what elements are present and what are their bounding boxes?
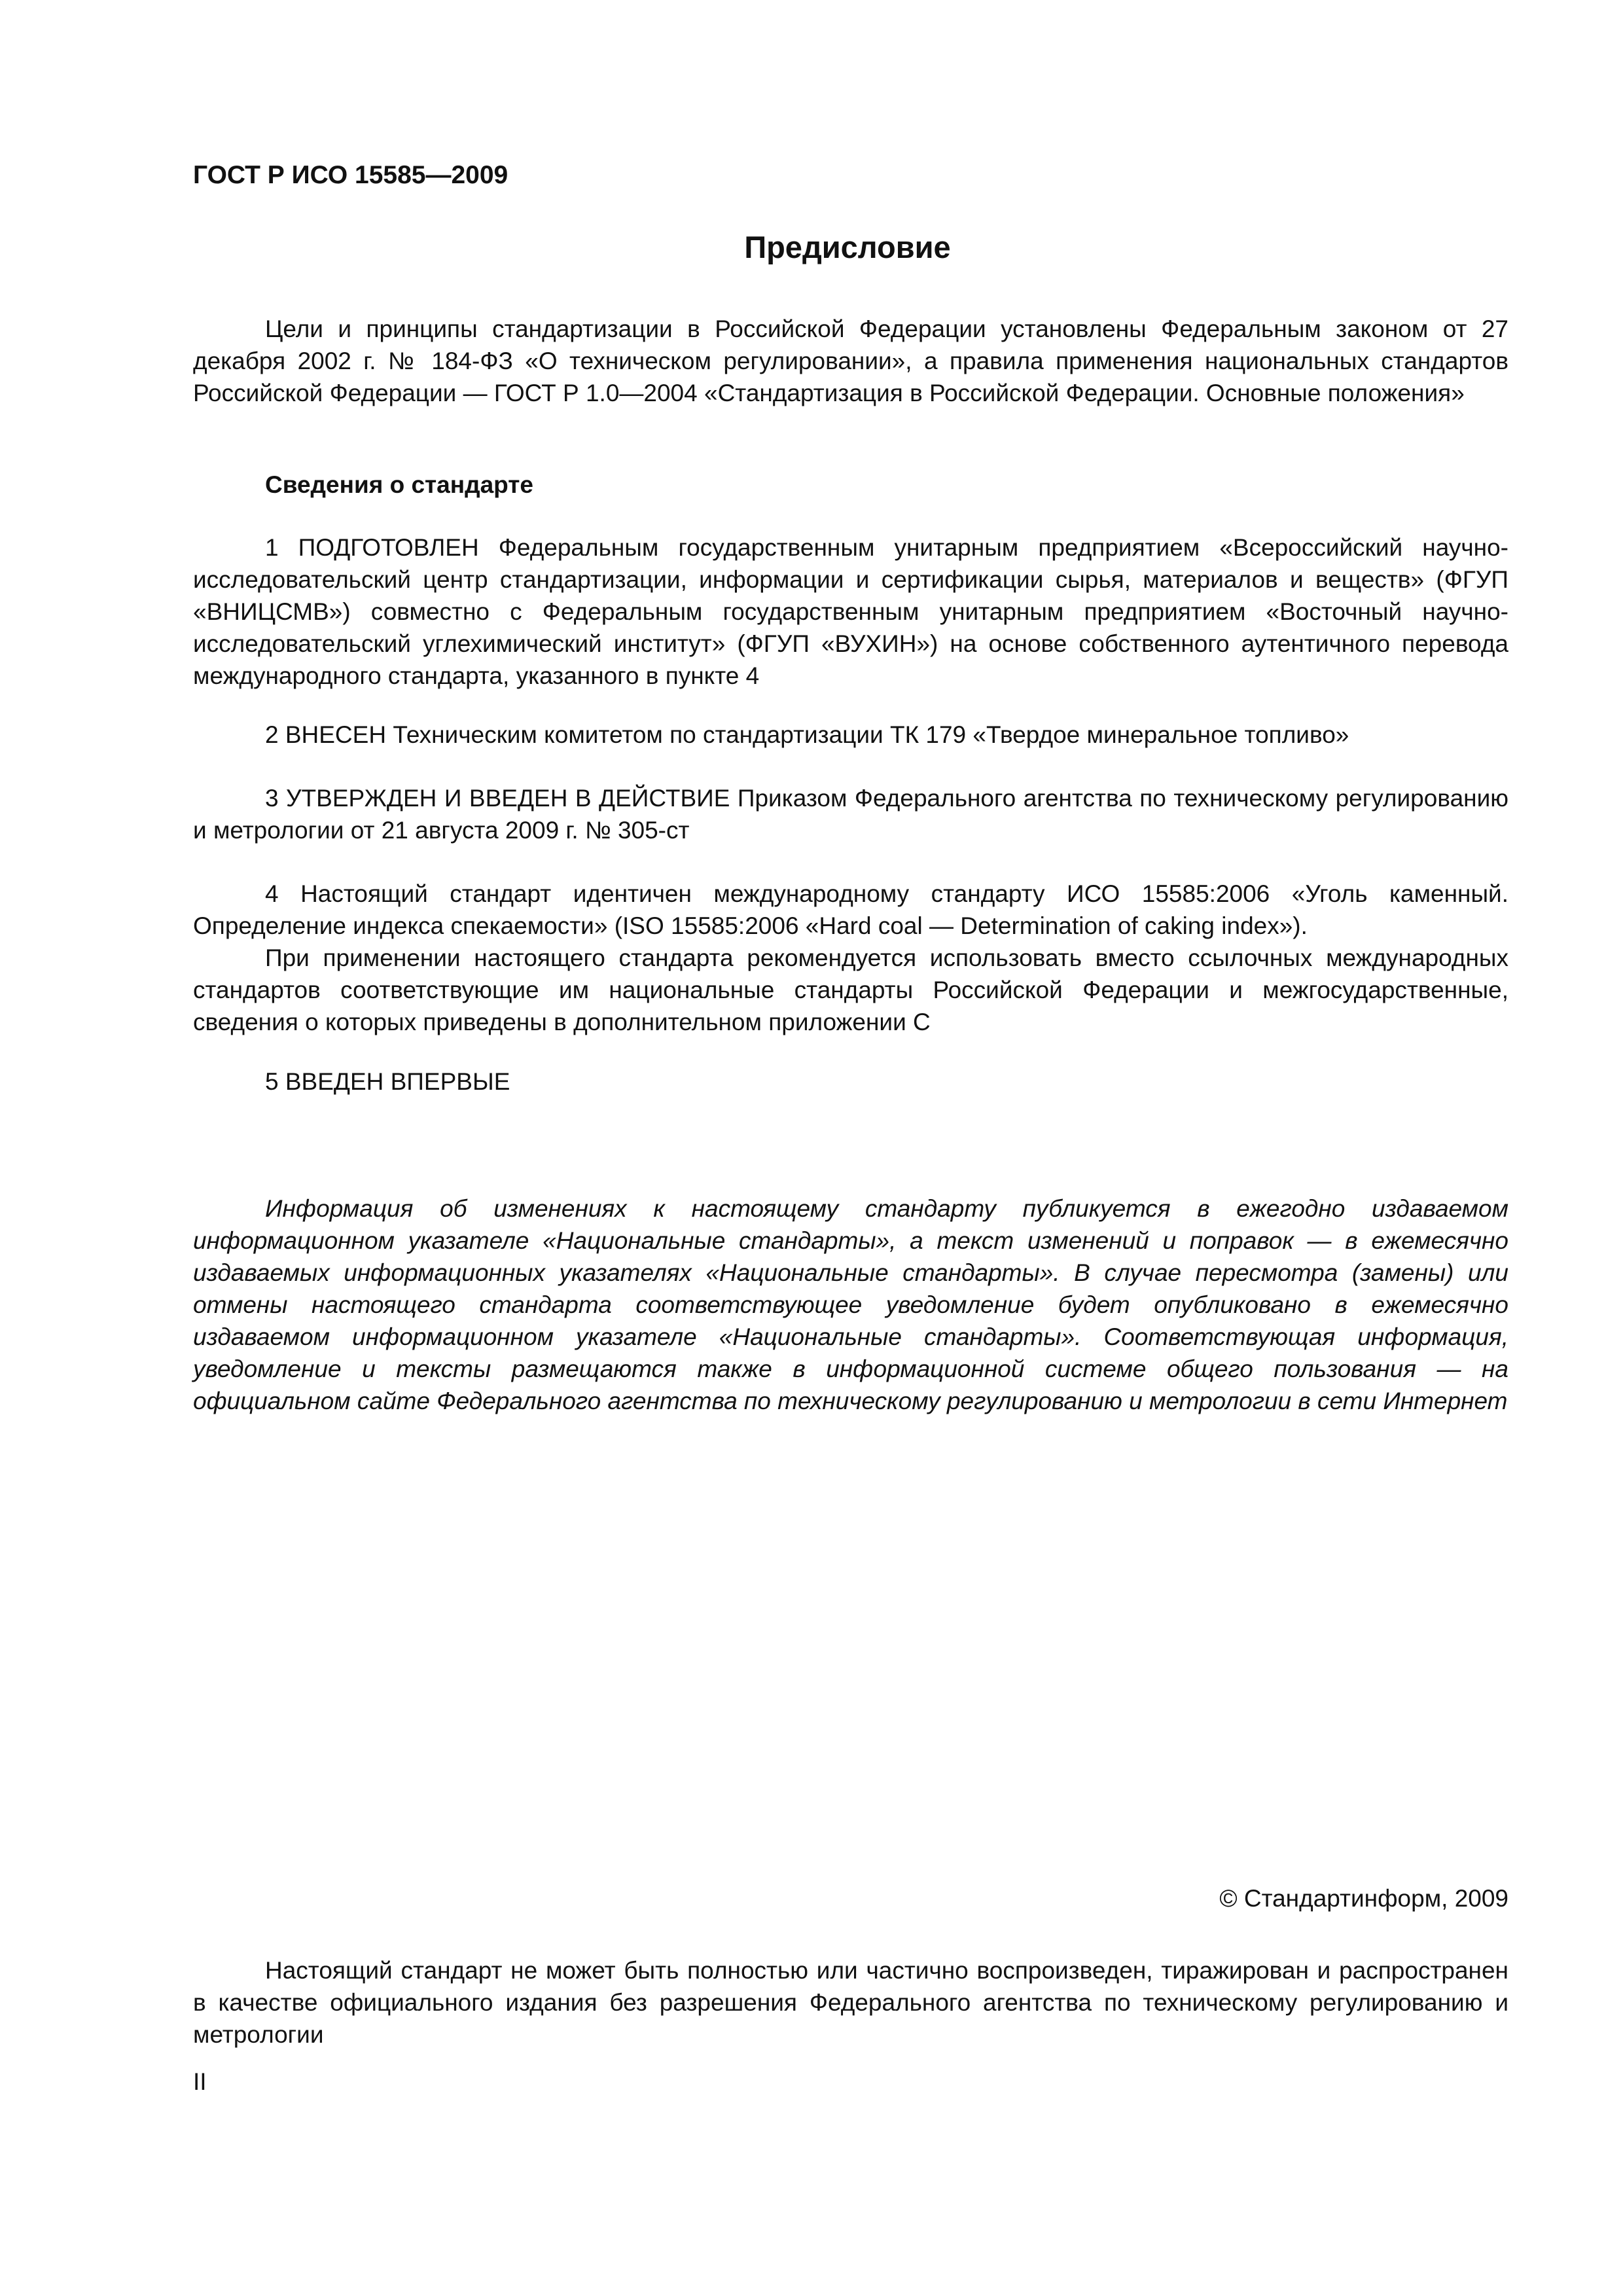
- changes-notice-paragraph: Информация об изменениях к настоящему стандарту публикуется в ежегодно издаваемом информационном указателе «Национальные стандарты», а текст изменений и поправок — в ежемесячно издаваемых информационных указателях «Национальные стандарты». В случае пересмотра (замены) или отмены настоящего стандарта соответствующее уведомление будет опубликовано в ежемесячно издаваемом информационном указателе «Национальные стандарты». Соответствующая информация, уведомление и тексты размещаются также в информационной системе общего пользования — на официальном сайте Федерального агентства по техническому регулированию и метрологии в сети Интернет: [193, 1195, 1508, 1414]
- list-item: 5 ВВЕДЕН ВПЕРВЫЕ: [265, 1068, 510, 1095]
- document-id-header: ГОСТ Р ИСО 15585—2009: [193, 161, 508, 189]
- list-item: 1 ПОДГОТОВЛЕН Федеральным государственным унитарным предприятием «Всероссийский научно-исследовательский центр стандартизации, информации и сертификации сырья, материалов и веществ» (ФГУП «ВНИЦСМВ») совместно с Федеральным государственным унитарным предприятием «Восточный научно-исследовательский углехимический институт» (ФГУП «ВУХИН») на основе собственного аутентичного перевода международного стандарта, указанного в пункте 4: [193, 534, 1508, 689]
- standard-info-item-4: [193, 878, 1508, 1038]
- list-item: 3 УТВЕРЖДЕН И ВВЕДЕН В ДЕЙСТВИЕ Приказом Федерального агентства по техническому регулированию и метрологии от 21 августа 2009 г. № 305-ст: [193, 785, 1508, 844]
- standard-info-item-3: [193, 782, 1508, 846]
- standard-info-item-2: [193, 719, 1508, 751]
- reproduction-notice-block: [193, 1954, 1508, 2051]
- intro-paragraph: Цели и принципы стандартизации в Российской Федерации установлены Федеральным законом от 27 декабря 2002 г. № 184-ФЗ «О техническом регулировании», а правила применения национальных стандартов Российской Федерации — ГОСТ Р 1.0—2004 «Стандартизация в Российской Федерации. Основные положения»: [193, 315, 1508, 406]
- standard-info-heading: Сведения о стандарте: [265, 471, 533, 498]
- page-title: Предисловие: [744, 230, 951, 264]
- standard-info-item-1: [193, 531, 1508, 692]
- list-item-continuation: При применении настоящего стандарта рекомендуется использовать вместо ссылочных международных стандартов соответствующие им национальные стандарты Российской Федерации и межгосударственные, сведения о которых приведены в дополнительном приложении С: [193, 944, 1508, 1035]
- page-number: II: [193, 2068, 207, 2095]
- changes-notice-block: [193, 1193, 1508, 1417]
- list-item: 4 Настоящий стандарт идентичен международному стандарту ИСО 15585:2006 «Уголь каменный. Определение индекса спекаемости» (ISO 15585:2006 «Hard coal — Determination of caking index»).: [193, 880, 1508, 939]
- reproduction-notice-paragraph: Настоящий стандарт не может быть полностью или частично воспроизведен, тиражирован и распространен в качестве официального издания без разрешения Федерального агентства по техническому регулированию и метрологии: [193, 1957, 1508, 2048]
- list-item: 2 ВНЕСЕН Техническим комитетом по стандартизации ТК 179 «Твердое минеральное топливо»: [265, 721, 1349, 748]
- intro-block: [193, 313, 1508, 409]
- standard-info-item-5: [193, 1066, 1508, 1098]
- copyright-notice: © Стандартинформ, 2009: [1219, 1885, 1508, 1912]
